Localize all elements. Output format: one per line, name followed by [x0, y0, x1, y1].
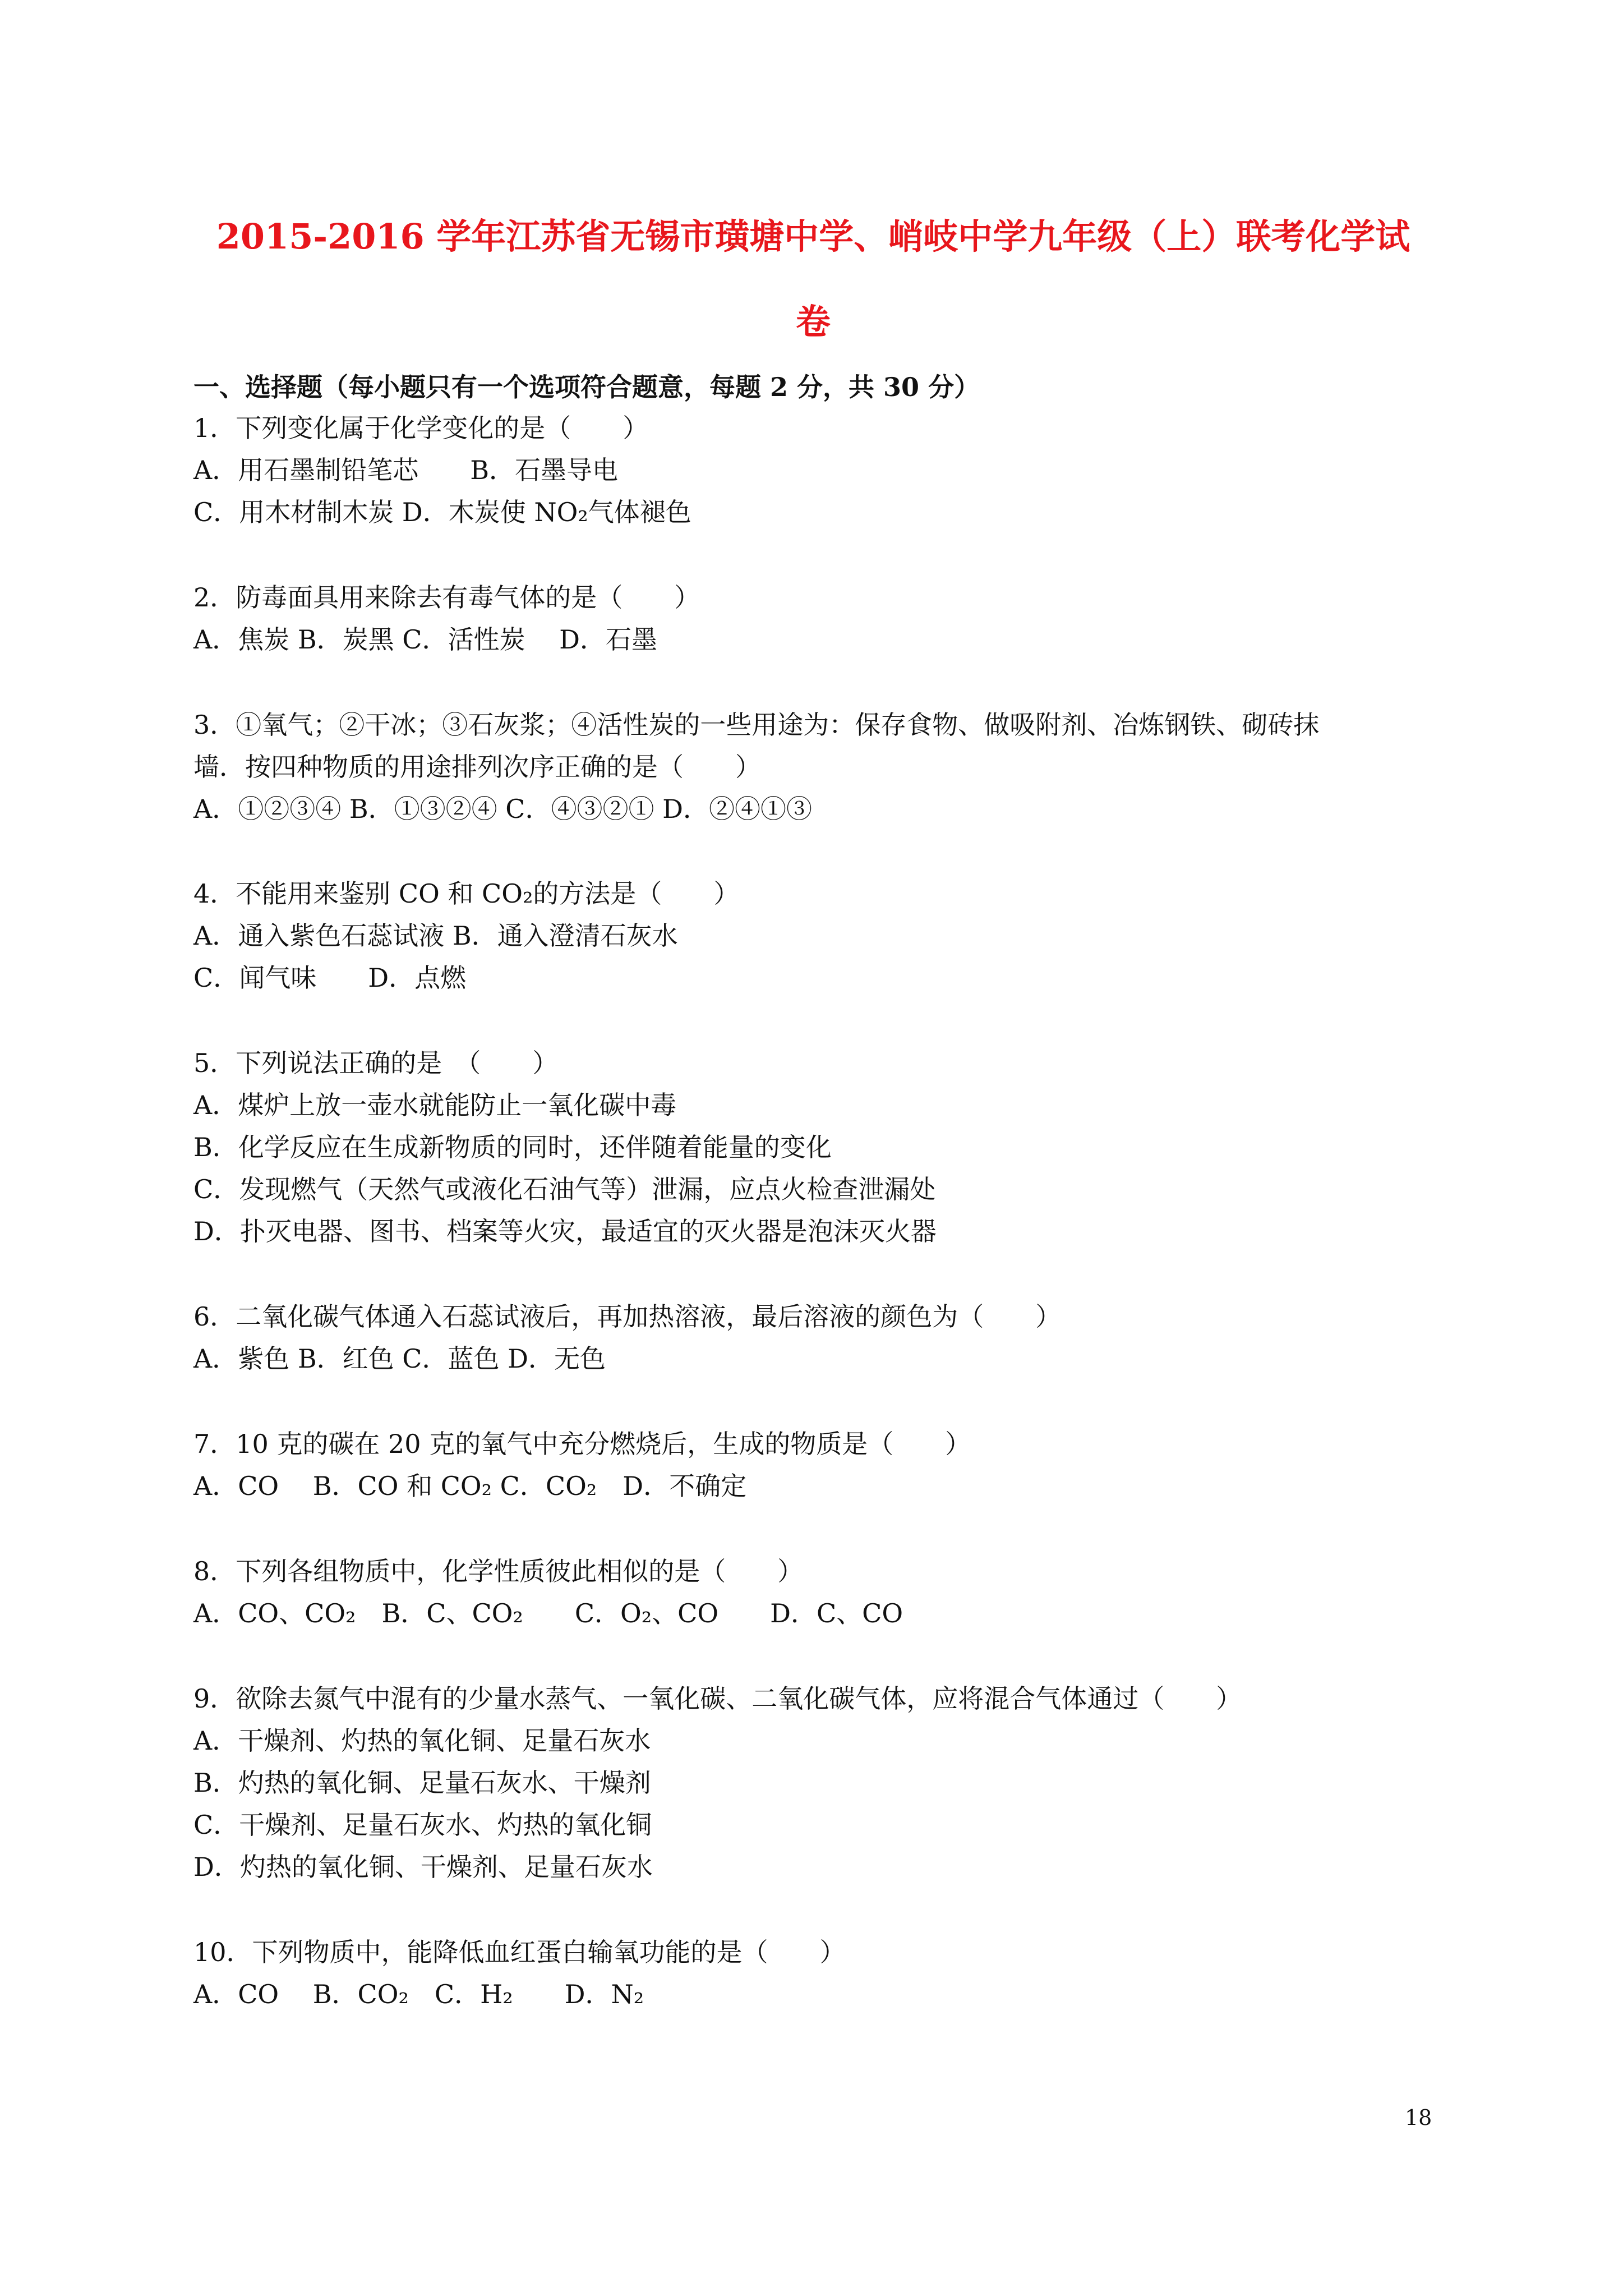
- question-9-stem: 9．欲除去氮气中混有的少量水蒸气、一氧化碳、二氧化碳气体，应将混合气体通过（ ）: [193, 1683, 1242, 1714]
- question-2-stem: 2．防毒面具用来除去有毒气体的是（ ）: [193, 582, 700, 613]
- page-number: 18: [1405, 2105, 1432, 2130]
- question-4-options-cd: C．闻气味 D．点燃: [193, 963, 467, 993]
- question-4-stem: 4．不能用来鉴别 CO 和 CO₂的方法是（ ）: [193, 878, 740, 909]
- question-6-stem: 6．二氧化碳气体通入石蕊试液后，再加热溶液，最后溶液的颜色为（ ）: [193, 1301, 1062, 1332]
- question-7-options: A．CO B．CO 和 CO₂ C．CO₂ D．不确定: [193, 1471, 747, 1501]
- question-10-stem: 10．下列物质中，能降低血红蛋白输氧功能的是（ ）: [193, 1937, 846, 1967]
- question-5-stem: 5．下列说法正确的是 （ ）: [193, 1048, 559, 1078]
- question-3-options: A．①②③④ B．①③②④ C．④③②① D．②④①③: [193, 794, 812, 824]
- exam-title-line-1: 2015-2016 学年江苏省无锡市璜塘中学、峭岐中学九年级（上）联考化学试: [216, 216, 1410, 257]
- question-5-option-d: D．扑灭电器、图书、档案等火灾，最适宜的灭火器是泡沫灭火器: [193, 1216, 937, 1246]
- question-10-options: A．CO B．CO₂ C．H₂ D．N₂: [193, 1979, 644, 2009]
- question-5-option-b: B．化学反应在生成新物质的同时，还伴随着能量的变化: [193, 1132, 832, 1162]
- section-heading: 一、选择题（每小题只有一个选项符合题意，每题 2 分，共 30 分）: [193, 372, 980, 402]
- question-9-option-b: B．灼热的氧化铜、足量石灰水、干燥剂: [193, 1768, 651, 1798]
- question-9-option-a: A．干燥剂、灼热的氧化铜、足量石灰水: [193, 1726, 651, 1756]
- exam-title-line-2: 卷: [795, 301, 831, 342]
- question-1-options-cd: C．用木材制木炭 D．木炭使 NO₂气体褪色: [193, 497, 691, 527]
- question-5-option-a: A．煤炉上放一壶水就能防止一氧化碳中毒: [193, 1090, 677, 1120]
- question-1-stem: 1．下列变化属于化学变化的是（ ）: [193, 413, 649, 443]
- question-4-options-ab: A．通入紫色石蕊试液 B．通入澄清石灰水: [193, 921, 678, 951]
- question-2-options: A．焦炭 B．炭黑 C．活性炭 D．石墨: [193, 624, 657, 655]
- question-5-option-c: C．发现燃气（天然气或液化石油气等）泄漏，应点火检查泄漏处: [193, 1174, 936, 1204]
- question-3-stem-continued: 墙．按四种物质的用途排列次序正确的是（ ）: [193, 752, 761, 782]
- question-8-options: A．CO、CO₂ B．C、CO₂ C．O₂、CO D．C、CO: [193, 1598, 903, 1628]
- question-3-stem: 3．①氧气；②干冰；③石灰浆；④活性炭的一些用途为：保存食物、做吸附剂、冶炼钢铁、砌砖抹: [193, 710, 1320, 740]
- question-7-stem: 7．10 克的碳在 20 克的氧气中充分燃烧后，生成的物质是（ ）: [193, 1429, 971, 1459]
- question-1-options-ab: A．用石墨制铅笔芯 B．石墨导电: [193, 455, 619, 485]
- question-8-stem: 8．下列各组物质中，化学性质彼此相似的是（ ）: [193, 1556, 804, 1586]
- question-9-option-d: D．灼热的氧化铜、干燥剂、足量石灰水: [193, 1852, 653, 1882]
- question-9-option-c: C．干燥剂、足量石灰水、灼热的氧化铜: [193, 1810, 652, 1840]
- question-6-options: A．紫色 B．红色 C．蓝色 D．无色: [193, 1343, 606, 1374]
